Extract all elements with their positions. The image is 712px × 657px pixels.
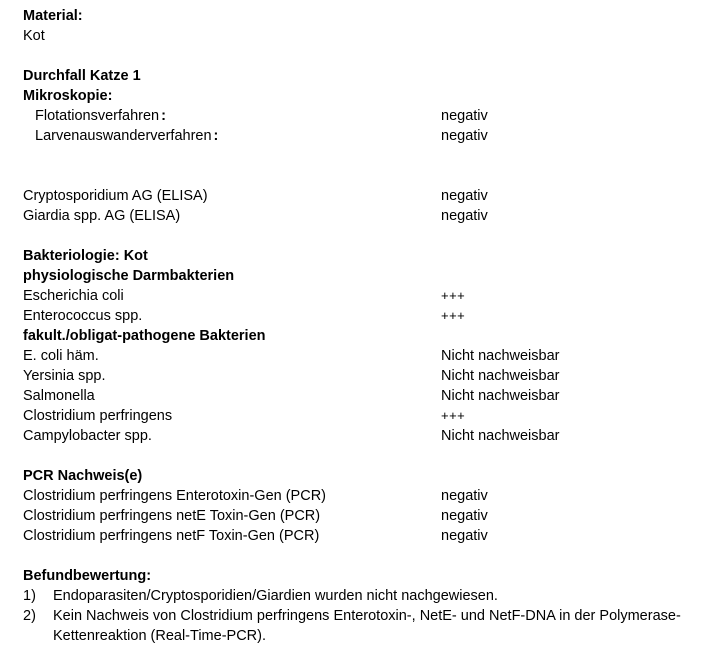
- assessment-item-text: Kein Nachweis von Clostridium perfringens Enterotoxin-, NetE- und NetF-DNA in der Polymerase-Kettenreaktion (Real-Time-PCR).: [53, 608, 681, 644]
- test-result: +++: [441, 288, 466, 303]
- material-label: Material:: [23, 8, 83, 24]
- result-row: [23, 386, 693, 406]
- test-label: Clostridium perfringens netF Toxin-Gen (PCR): [23, 528, 320, 544]
- label-colon: :: [161, 108, 166, 124]
- test-result: Nicht nachweisbar: [441, 428, 560, 444]
- result-row: [23, 346, 693, 366]
- test-result: +++: [441, 308, 466, 323]
- test-label: Yersinia spp.: [23, 368, 106, 384]
- assessment-item-number: 1): [23, 588, 36, 604]
- test-label: Clostridium perfringens netE Toxin-Gen (PCR): [23, 508, 321, 524]
- test-result: negativ: [441, 508, 488, 524]
- test-result: negativ: [441, 128, 488, 144]
- test-result: negativ: [441, 528, 488, 544]
- result-row: [23, 366, 693, 386]
- test-label: Larvenauswanderverfahren: [35, 128, 212, 144]
- result-row: [23, 186, 693, 206]
- test-result: Nicht nachweisbar: [441, 348, 560, 364]
- result-row: [23, 286, 693, 306]
- test-result: negativ: [441, 188, 488, 204]
- spacer: [23, 226, 693, 246]
- test-result: negativ: [441, 208, 488, 224]
- result-row: [23, 206, 693, 226]
- test-label: E. coli häm.: [23, 348, 99, 364]
- result-row: [23, 106, 693, 126]
- result-row: [23, 486, 693, 506]
- test-label: Salmonella: [23, 388, 95, 404]
- physiological-bacteria-heading: physiologische Darmbakterien: [23, 268, 235, 284]
- label-colon: :: [213, 128, 219, 144]
- test-label: Escherichia coli: [23, 288, 124, 304]
- result-row: [23, 306, 693, 326]
- microscopy-heading: Mikroskopie:: [23, 88, 113, 104]
- test-result: negativ: [441, 108, 488, 124]
- test-result: +++: [441, 408, 466, 423]
- spacer: [23, 146, 693, 186]
- assessment-item-text: Endoparasiten/Cryptosporidien/Giardien wurden nicht nachgewiesen.: [53, 588, 498, 604]
- result-row: [23, 126, 693, 146]
- result-row: [23, 506, 693, 526]
- test-label: Campylobacter spp.: [23, 428, 152, 444]
- assessment-item: [23, 606, 693, 646]
- test-label: Clostridium perfringens Enterotoxin-Gen (PCR): [23, 488, 326, 504]
- test-label: Giardia spp. AG (ELISA): [23, 208, 181, 224]
- case-title: Durchfall Katze 1: [23, 68, 141, 84]
- assessment-item: [23, 586, 693, 606]
- test-label: Enterococcus spp.: [23, 308, 143, 324]
- pathogenic-bacteria-heading: fakult./obligat-pathogene Bakterien: [23, 328, 266, 344]
- result-row: [23, 526, 693, 546]
- test-label: Flotationsverfahren: [35, 108, 160, 124]
- bacteriology-heading: Bakteriologie: Kot: [23, 248, 148, 264]
- assessment-item-number: 2): [23, 608, 36, 624]
- result-row: [23, 406, 693, 426]
- test-result: Nicht nachweisbar: [441, 368, 560, 384]
- test-label: Cryptosporidium AG (ELISA): [23, 188, 208, 204]
- pcr-heading: PCR Nachweis(e): [23, 468, 143, 484]
- test-result: Nicht nachweisbar: [441, 388, 560, 404]
- spacer: [23, 546, 693, 566]
- test-label: Clostridium perfringens: [23, 408, 173, 424]
- lab-report: [23, 6, 693, 646]
- spacer: [23, 46, 693, 66]
- material-value: Kot: [23, 28, 45, 44]
- spacer: [23, 446, 693, 466]
- test-result: negativ: [441, 488, 488, 504]
- assessment-heading: Befundbewertung:: [23, 568, 152, 584]
- result-row: [23, 426, 693, 446]
